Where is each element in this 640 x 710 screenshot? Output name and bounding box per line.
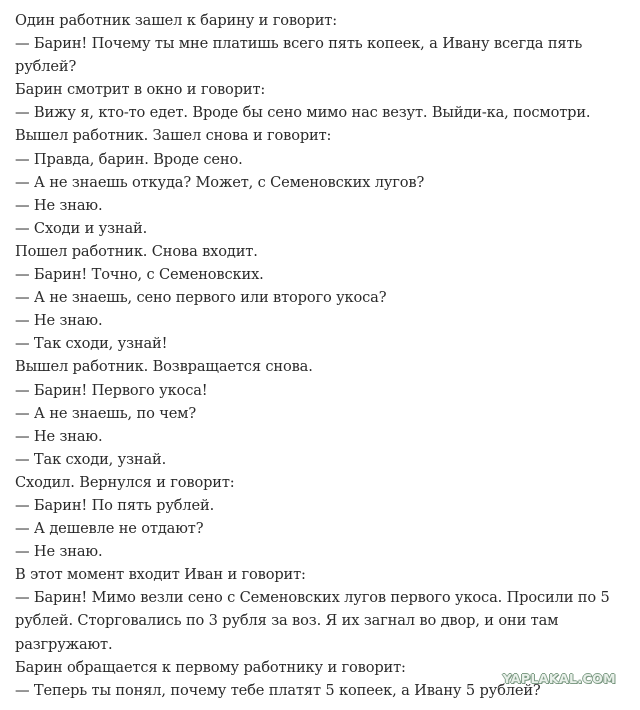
story-line: — Так сходи, узнай! (15, 335, 168, 353)
story-line: — Теперь ты понял, почему тебе платят 5 копеек, а Ивану 5 рублей? (15, 681, 541, 699)
story-line: — Барин! Точно, с Семеновских. (15, 266, 264, 284)
story-line: — Барин! По пять рублей. (15, 496, 215, 514)
story-line: Один работник зашел к барину и говорит: (15, 12, 337, 29)
story-line: — Не знаю. (15, 427, 103, 445)
story-line: — Барин! Почему ты мне платишь всего пять копеек, а Ивану всегда пять рублей? (15, 35, 583, 76)
story-line: Сходил. Вернулся и говорит: (15, 473, 235, 491)
story-line: — Правда, барин. Вроде сено. (15, 150, 243, 168)
story-line: Барин обращается к первому работнику и говорит: (15, 658, 406, 676)
story-line: Вышел работник. Зашел снова и говорит: (15, 127, 332, 145)
watermark-logo: YAPLAKAL.COM (502, 671, 616, 686)
story-line: В этот момент входит Иван и говорит: (15, 566, 306, 584)
story-line: — А не знаешь, сено первого или второго укоса? (15, 289, 387, 307)
story-line: — Не знаю. (15, 543, 103, 561)
story-line: — А не знаешь, по чем? (15, 404, 197, 422)
story-line: — А не знаешь откуда? Может, с Семеновских лугов? (15, 173, 425, 191)
story-line: — Барин! Мимо везли сено с Семеновских лугов первого укоса. Просили по 5 рублей. Сторговались по 3 рубля за воз. Я их загнал во двор, и они там разгружают. (15, 589, 610, 653)
story-line: — Вижу я, кто-то едет. Вроде бы сено мимо нас везут. Выйди-ка, посмотри. (15, 104, 591, 122)
story-line: — А дешевле не отдают? (15, 520, 204, 538)
story-line: — Не знаю. (15, 312, 103, 330)
story-line: — Не знаю. (15, 196, 103, 214)
story-line: — Барин! Первого укоса! (15, 381, 208, 399)
story-line: Вышел работник. Возвращается снова. (15, 358, 313, 376)
story-line: — Сходи и узнай. (15, 219, 148, 237)
story-text (15, 9, 620, 702)
story-line: Барин смотрит в окно и говорит: (15, 81, 266, 99)
story-line: Пошел работник. Снова входит. (15, 242, 258, 260)
story-line: — Так сходи, узнай. (15, 450, 167, 468)
